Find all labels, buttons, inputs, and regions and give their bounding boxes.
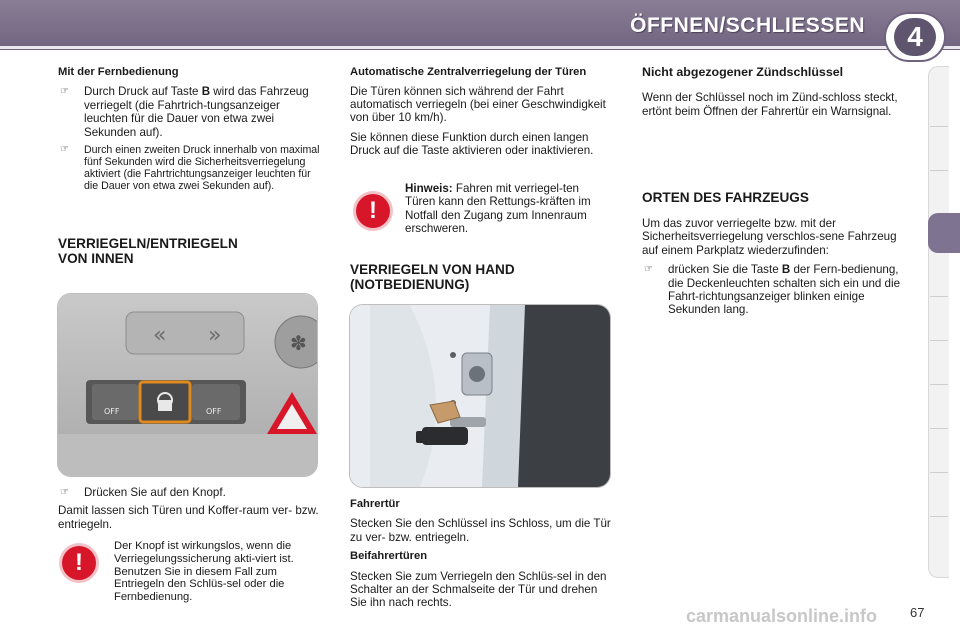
tab-separator <box>930 384 948 385</box>
locate-bullet-post: der Fern-bedienung, die Deckenleuchten schalten sich ein und die Fahrt-richtungsanzeiger blinken einige Sekunden lang. <box>668 263 901 317</box>
svg-text:»: » <box>208 323 222 348</box>
tab-separator <box>930 170 948 171</box>
tab-separator <box>930 516 948 517</box>
auto-lock-text-1: Die Türen können sich während der Fahrt automatisch verriegeln (bei einer Geschwindigkeit von über 10 km/h). <box>350 84 606 125</box>
exclamation-warning-icon: ! <box>356 194 390 228</box>
tab-separator <box>930 472 948 473</box>
section-interior <box>58 236 320 266</box>
dashboard-illustration <box>58 294 317 476</box>
section-locate <box>642 190 904 322</box>
bullet-deadlock-text: Durch einen zweiten Druck innerhalb von maximal fünf Sekunden wird die Sicherheitsverriegelung aktiviert (die Fahrtrichtungsanzeiger leuchten für die Dauer von etwa zwei Sekunden auf). <box>84 144 320 193</box>
ignition-heading: Nicht abgezogener Zündschlüssel <box>642 65 844 79</box>
chapter-number: 4 <box>894 18 936 56</box>
hand-pointer-icon: ☞ <box>60 144 69 156</box>
interior-instructions <box>58 486 320 537</box>
section-heading-line1: VERRIEGELN/ENTRIEGELN <box>58 236 238 251</box>
column-left <box>58 66 320 197</box>
svg-text:✽: ✽ <box>290 331 307 355</box>
column-right <box>642 66 904 124</box>
hint-note <box>405 182 610 236</box>
bullet-lock-pre: Durch Druck auf Taste <box>84 85 202 99</box>
manual-instructions <box>350 498 612 616</box>
airbag-off-label: OFF <box>104 407 120 416</box>
page-number: 67 <box>910 605 925 620</box>
section-manual <box>350 262 612 292</box>
manual-heading-line2: (NOTBEDIENUNG) <box>350 277 470 292</box>
bullet-deadlock <box>58 144 320 192</box>
door-lock-illustration <box>350 305 610 487</box>
page-title: ÖFFNEN/SCHLIESSEN <box>630 14 865 37</box>
bullet-press-text: Drücken Sie auf den Knopf. <box>84 486 226 499</box>
auto-lock-text-2: Sie können diese Funktion durch einen langen Druck auf die Taste aktivieren oder inaktivieren. <box>350 130 594 158</box>
ignition-text: Wenn der Schlüssel noch im Zünd-schloss steckt, ertönt beim Öffnen der Fahrertür ein Warnsignal. <box>642 91 898 118</box>
locate-text: Um das zuvor verriegelte bzw. mit der Sicherheitsverriegelung verschlos-sene Fahrzeug auf einem Parkplatz wiederzufinden: <box>642 217 897 257</box>
alarm-off-label: OFF <box>206 407 222 416</box>
hand-pointer-icon: ☞ <box>60 86 69 98</box>
bullet-press <box>58 486 320 499</box>
hand-pointer-icon: ☞ <box>644 264 653 276</box>
locate-bullet-pre: drücken Sie die Taste <box>668 263 782 277</box>
key-b-label: B <box>781 263 791 277</box>
tab-separator <box>930 428 948 429</box>
watermark: carmanualsonline.info <box>686 606 878 626</box>
hint-label: Hinweis: <box>405 182 453 195</box>
remote-heading: Mit der Fernbedienung <box>58 66 179 78</box>
key-b-label: B <box>201 85 211 99</box>
section-heading-line2: VON INNEN <box>58 251 134 266</box>
driver-door-heading: Fahrertür <box>350 498 400 510</box>
passenger-door-text: Stecken Sie zum Verriegeln den Schlüs-sel in den Schalter an der Schmalseite der Tür und drehen Sie ihn nach rechts. <box>350 569 607 610</box>
locate-heading: ORTEN DES FAHRZEUGS <box>642 190 809 205</box>
hand-pointer-icon: ☞ <box>60 487 69 498</box>
header-divider <box>0 46 960 49</box>
auto-lock-heading: Automatische Zentralverriegelung der Türen <box>350 66 587 78</box>
driver-door-text: Stecken Sie den Schlüssel ins Schloss, um die Tür zu ver- bzw. entriegeln. <box>350 517 611 544</box>
dashboard-button-photo <box>57 293 318 477</box>
hint-text: Fahren mit verriegel-ten Türen kann den Rettungs-kräften im Notfall den Zugang zum Innenraum erschweren. <box>405 182 591 236</box>
press-text: Damit lassen sich Türen und Koffer-raum ver- bzw. entriegeln. <box>58 504 319 531</box>
manual-heading-line1: VERRIEGELN VON HAND <box>350 262 515 277</box>
section-heading-manual <box>350 262 612 292</box>
tab-separator <box>930 296 948 297</box>
tab-separator <box>930 126 948 127</box>
column-middle <box>350 66 612 164</box>
bullet-lock <box>58 85 320 139</box>
exclamation-warning-icon: ! <box>62 546 96 580</box>
chapter-tab-active[interactable] <box>928 213 960 253</box>
section-heading-interior <box>58 236 320 266</box>
warning-note: Der Knopf ist wirkungslos, wenn die Verriegelungssicherung akti-viert ist. Benutzen Sie in diesem Fall zum Entriegeln den Schlüs-sel oder die Fernbedienung. <box>114 540 294 604</box>
chapter-tabs <box>928 66 949 578</box>
locate-bullet <box>642 263 904 317</box>
passenger-door-heading: Beifahrertüren <box>350 550 428 563</box>
bullet-lock-post: wird das Fahrzeug verriegelt (die Fahrtrich-tungsanzeiger leuchten für die Dauer von etwa zwei Sekunden auf). <box>84 85 309 139</box>
svg-text:«: « <box>153 323 167 348</box>
tab-separator <box>930 340 948 341</box>
door-lock-photo <box>349 304 611 488</box>
